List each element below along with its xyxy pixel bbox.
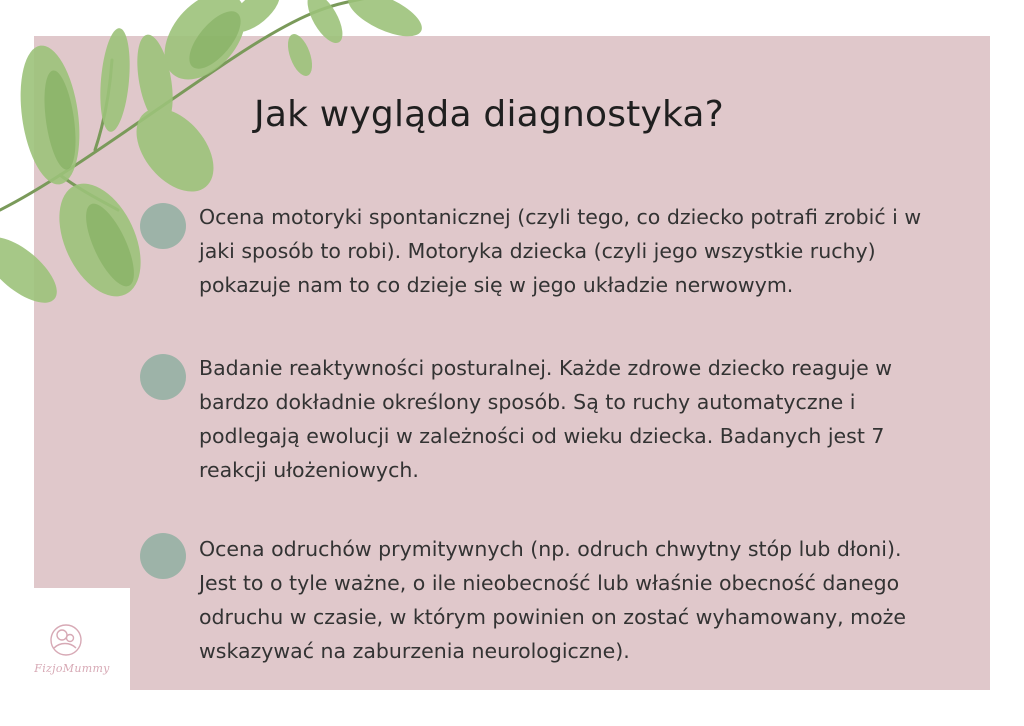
page-title: Jak wygląda diagnostyka? — [254, 94, 724, 135]
logo-text: FizjoMummy — [34, 662, 110, 675]
bullet-dot-2 — [140, 354, 186, 400]
diagnostic-item-2: Badanie reaktywności posturalnej. Każde zdrowe dziecko reaguje w bardzo dokładnie określony sposób. Są to ruchy automatyczne i podlegają ewolucji w zależności od wieku dziecka. Badanych jest 7 reakcji ułożeniowych. — [199, 356, 892, 482]
diagnostic-item-3: Ocena odruchów prymitywnych (np. odruch chwytny stóp lub dłoni). Jest to o tyle ważne, o ile nieobecność lub właśnie obecność danego odruchu w czasie, w którym powinien on zostać wyhamowany, może wskazywać na zaburzenia neurologiczne). — [199, 537, 907, 663]
logo-mother-baby-icon — [44, 618, 88, 662]
bullet-dot-3 — [140, 533, 186, 579]
diagnostic-item-1: Ocena motoryki spontanicznej (czyli tego, co dziecko potrafi zrobić i w jaki sposób to robi). Motoryka dziecka (czyli jego wszystkie ruchy) pokazuje nam to co dzieje się w jego układzie nerwowym. — [199, 205, 922, 297]
bullet-dot-1 — [140, 203, 186, 249]
